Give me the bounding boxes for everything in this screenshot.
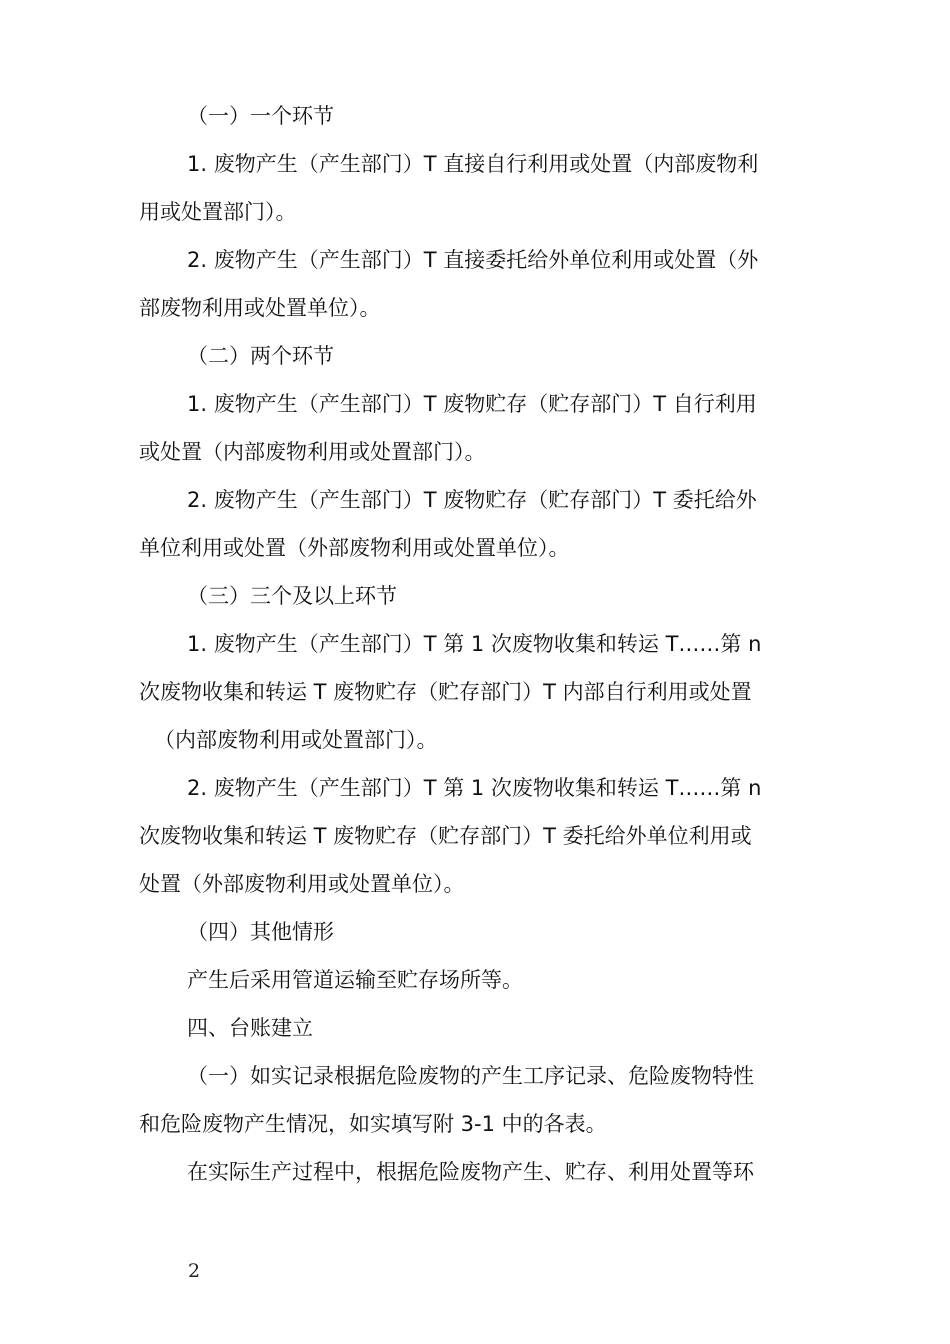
paragraph-line: 产生后采用管道运输至贮存场所等。 bbox=[187, 968, 523, 992]
page-number: 2 bbox=[188, 1260, 201, 1282]
paragraph-line: 处置（外部废物利用或处置单位）。 bbox=[139, 872, 465, 896]
paragraph-line: 1. 废物产生（产生部门）T 第 1 次废物收集和转运 T……第 n bbox=[187, 632, 762, 656]
paragraph-line: 次废物收集和转运 T 废物贮存（贮存部门）T 委托给外单位利用或 bbox=[139, 824, 752, 848]
paragraph-line: 1. 废物产生（产生部门）T 直接自行利用或处置（内部废物利 bbox=[187, 152, 759, 176]
paragraph-line: （一）如实记录根据危险废物的产生工序记录、危险废物特性 bbox=[187, 1064, 754, 1088]
document-body bbox=[139, 104, 821, 1184]
paragraph-line: 或处置（内部废物利用或处置部门）。 bbox=[139, 440, 486, 464]
paragraph-line: 用或处置部门）。 bbox=[139, 200, 297, 224]
paragraph-line: 次废物收集和转运 T 废物贮存（贮存部门）T 内部自行利用或处置 bbox=[139, 680, 752, 704]
paragraph-line: 单位利用或处置（外部废物利用或处置单位）。 bbox=[139, 536, 570, 560]
section-heading: （一）一个环节 bbox=[187, 104, 334, 128]
section-heading: （三）三个及以上环节 bbox=[187, 584, 397, 608]
section-heading: （四）其他情形 bbox=[187, 920, 334, 944]
paragraph-line: 2. 废物产生（产生部门）T 直接委托给外单位利用或处置（外 bbox=[187, 248, 759, 272]
paragraph-line: 在实际生产过程中，根据危险废物产生、贮存、利用处置等环 bbox=[187, 1160, 754, 1184]
section-heading: （二）两个环节 bbox=[187, 344, 334, 368]
chapter-heading: 四、台账建立 bbox=[187, 1016, 313, 1040]
paragraph-line: 和危险废物产生情况，如实填写附 3-1 中的各表。 bbox=[139, 1112, 607, 1136]
paragraph-line: （内部废物利用或处置部门）。 bbox=[154, 728, 438, 752]
paragraph-line: 2. 废物产生（产生部门）T 第 1 次废物收集和转运 T……第 n bbox=[187, 776, 762, 800]
paragraph-line: 2. 废物产生（产生部门）T 废物贮存（贮存部门）T 委托给外 bbox=[187, 488, 757, 512]
paragraph-line: 1. 废物产生（产生部门）T 废物贮存（贮存部门）T 自行利用 bbox=[187, 392, 757, 416]
paragraph-line: 部废物利用或处置单位）。 bbox=[139, 296, 381, 320]
